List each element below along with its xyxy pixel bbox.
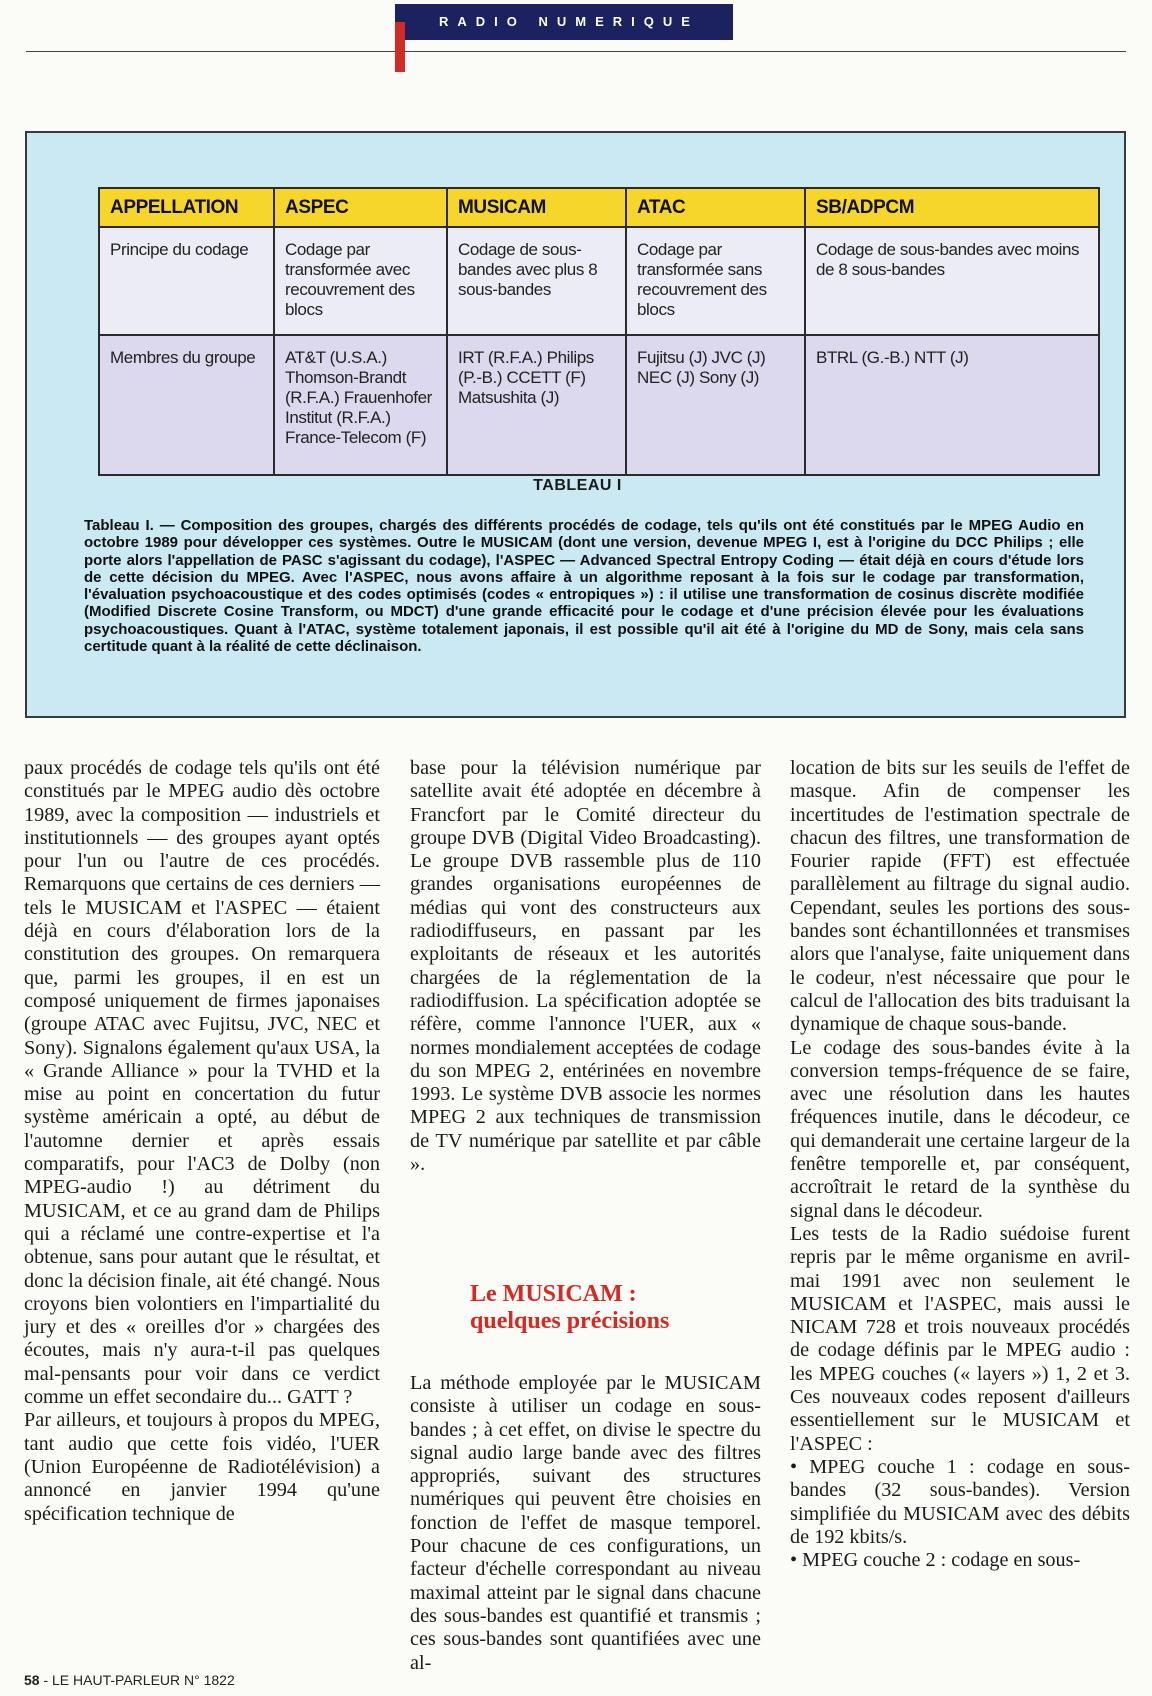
table-cell: AT&T (U.S.A.) Thomson-Brandt (R.F.A.) Frauenhofer Institut (R.F.A.) France-Telecom (F) <box>274 335 447 475</box>
table-figure <box>25 131 1126 718</box>
paragraph: location de bits sur les seuils de l'effet de masque. Afin de compenser les incertitudes de l'estimation spectrale de chacun des filtres, une transformation de Fourier rapide (FFT) est effectuée parallèlement au filtrage du signal audio. Cependant, seules les portions des sous-bandes sont échantillonnées et transmises alors que l'analyse, faite uniquement dans le codeur, n'est nécessaire que pour le calcul de l'allocation des bits traduisant la dynamique de chaque sous-bande. <box>790 757 1130 1036</box>
page-footer <box>24 1672 235 1688</box>
section-heading-line: quelques précisions <box>470 1308 670 1334</box>
table-cell: Codage par transformée sans recouvrement des blocs <box>626 227 805 335</box>
table-cell: Codage par transformée avec recouvrement des blocs <box>274 227 447 335</box>
table-cell: BTRL (G.-B.) NTT (J) <box>805 335 1099 475</box>
table-cell: IRT (R.F.A.) Philips (P.-B.) CCETT (F) Matsushita (J) <box>447 335 626 475</box>
magazine-issue: - LE HAUT-PARLEUR N° 1822 <box>39 1672 235 1688</box>
paragraph: La méthode employée par le MUSICAM consiste à utiliser un codage en sous-bandes ; à cet effet, on divise le spectre du signal audio large bande avec des filtres appropriés, suivant des structures numériques qui peuvent être choisies en fonction de l'effet de masque temporel. Pour chacune de ces configurations, un facteur d'échelle correspondant au niveau maximal atteint par le signal dans chacune des sous-bandes est quantifié et transmis ; ces sous-bandes sont quantifiées avec une al- <box>410 1372 761 1674</box>
paragraph: Par ailleurs, et toujours à propos du MPEG, tant audio que cette fois vidéo, l'UER (Union Européenne de Radiotélévision) a annoncé en janvier 1994 qu'une spécification technique de <box>24 1409 380 1525</box>
table-cell: Membres du groupe <box>99 335 274 475</box>
table-cell: Codage de sous-bandes avec plus 8 sous-bandes <box>447 227 626 335</box>
table-row <box>99 335 1099 475</box>
table-header-cell: ASPEC <box>274 188 447 227</box>
section-banner-accent <box>395 22 405 72</box>
section-title: RADIO NUMERIQUE <box>439 14 699 29</box>
comparison-table <box>98 187 1100 476</box>
table-header-row <box>99 188 1099 227</box>
table-header-cell: SB/ADPCM <box>805 188 1099 227</box>
table-header-cell: ATAC <box>626 188 805 227</box>
bullet-item: • MPEG couche 2 : codage en sous- <box>790 1549 1081 1572</box>
paragraph: Le codage des sous-bandes évite à la conversion temps-fréquence de se faire, avec une résolution dans les hautes fréquences inutile, dans le décodeur, ce qui demanderait une certaine largeur de la fenêtre temporelle et, par conséquent, accroîtrait le retard de la synthèse du signal dans le décodeur. <box>790 1036 1130 1222</box>
paragraph: paux procédés de codage tels qu'ils ont été constitués par le MPEG audio dès octobre 1989, avec la composition — industriels et institutionnels — des groupes ayant optés pour l'un ou l'autre de ces procédés. Remarquons que certains de ces derniers — tels le MUSICAM et l'ASPEC — étaient déjà en cours d'élaboration lors de la constitution des groupes. On remarquera que, parmi les groupes, il en est un composé uniquement de firmes japonaises (groupe ATAC avec Fujitsu, JVC, NEC et Sony). Signalons également qu'aux USA, la « Grande Alliance » pour la TVHD et la mise au point en concertation du futur système américain a opté, au début de l'automne dernier et après essais comparatifs, pour l'AC3 de Dolby (non MPEG-audio !) au détriment du MUSICAM, et ce au grand dam de Philips qui a réclamé une contre-expertise et l'a obtenue, sans pour autant que le résultat, et donc la décision finale, ait été changé. Nous croyons bien volontiers en l'impartialité du jury et des « oreilles d'or » chargées des écoutes, mais n'y aura-t-il pas quelques mal-pensants pour voir dans ce verdict comme un effet secondaire du... GATT ? <box>24 757 380 1409</box>
article-column-1 <box>24 757 380 1526</box>
section-heading <box>470 1281 770 1335</box>
table-caption: Tableau I. — Composition des groupes, chargés des différents procédés de codage, tels qu'ils ont été constitués par le MPEG Audio en octobre 1989 pour développer ces systèmes. Outre le MUSICAM (dont une version, devenue MPEG I, est à l'origine du DCC Philips ; elle porte alors l'appellation de PASC s'agissant du codage), l'ASPEC — Advanced Spectral Entropy Coding — était déjà en cours d'étude lors de cette décision du MPEG. Avec l'ASPEC, nous avons affaire à un algorithme reposant à la fois sur le codage par transformation, l'évaluation psychoacoustique et des codes optimisés (codes « entropiques ») : il utilise une transformation de cosinus discrète modifiée (Modified Discrete Cosine Transform, ou MDCT) d'une grande efficacité pour le codage et d'une précision élevée pour les évaluations psychoacoustiques. Quant à l'ATAC, système totalement japonais, il est possible qu'il ait été à l'origine du MD de Sony, mais cela sans certitude quant à la réalité de cette déclinaison. <box>84 517 1084 656</box>
bullet-item: • MPEG couche 1 : codage en sous-bandes (32 sous-bandes). Version simplifiée du MUSICAM avec des débits de 192 kbits/s. <box>790 1455 1130 1548</box>
table-header-cell: APPELLATION <box>99 188 274 227</box>
article-column-3 <box>790 757 1130 1572</box>
table-cell: Codage de sous-bandes avec moins de 8 sous-bandes <box>805 227 1099 335</box>
section-heading-line: Le MUSICAM : <box>470 1281 637 1307</box>
article-column-2-continued <box>410 1372 761 1675</box>
table-cell: Fujitsu (J) JVC (J) NEC (J) Sony (J) <box>626 335 805 475</box>
paragraph: base pour la télévision numérique par satellite avait été adoptée en décembre à Francfort par le Comité directeur du groupe DVB (Digital Video Broadcasting). Le groupe DVB rassemble plus de 110 grandes organisations européennes de médias qui vont des constructeurs aux radiodiffuseurs, en passant par les exploitants de réseaux et les autorités chargées de la réglementation de la radiodiffusion. La spécification adoptée se réfère, comme l'annonce l'UER, aux « normes mondialement acceptées de codage du son MPEG 2, entérinées en novembre 1993. Le système DVB associe les normes MPEG 2 aux techniques de transmission de TV numérique par satellite et par câble ». <box>410 757 761 1176</box>
article-column-2 <box>410 757 761 1176</box>
table-row <box>99 227 1099 335</box>
table-header-cell: MUSICAM <box>447 188 626 227</box>
table-label: TABLEAU I <box>533 477 622 494</box>
page-number: 58 <box>24 1672 40 1688</box>
table-cell: Principe du codage <box>99 227 274 335</box>
paragraph: Les tests de la Radio suédoise furent repris par le même organisme en avril-mai 1991 avec non seulement le MUSICAM et l'ASPEC, mais aussi le NICAM 728 et trois nouveaux procédés de codage définis par le MPEG audio : les MPEG couches (« layers ») 1, 2 et 3. Ces nouveaux codes reposent d'ailleurs essentiellement sur le MUSICAM et l'ASPEC : <box>790 1222 1130 1455</box>
header-rule <box>26 51 1126 52</box>
